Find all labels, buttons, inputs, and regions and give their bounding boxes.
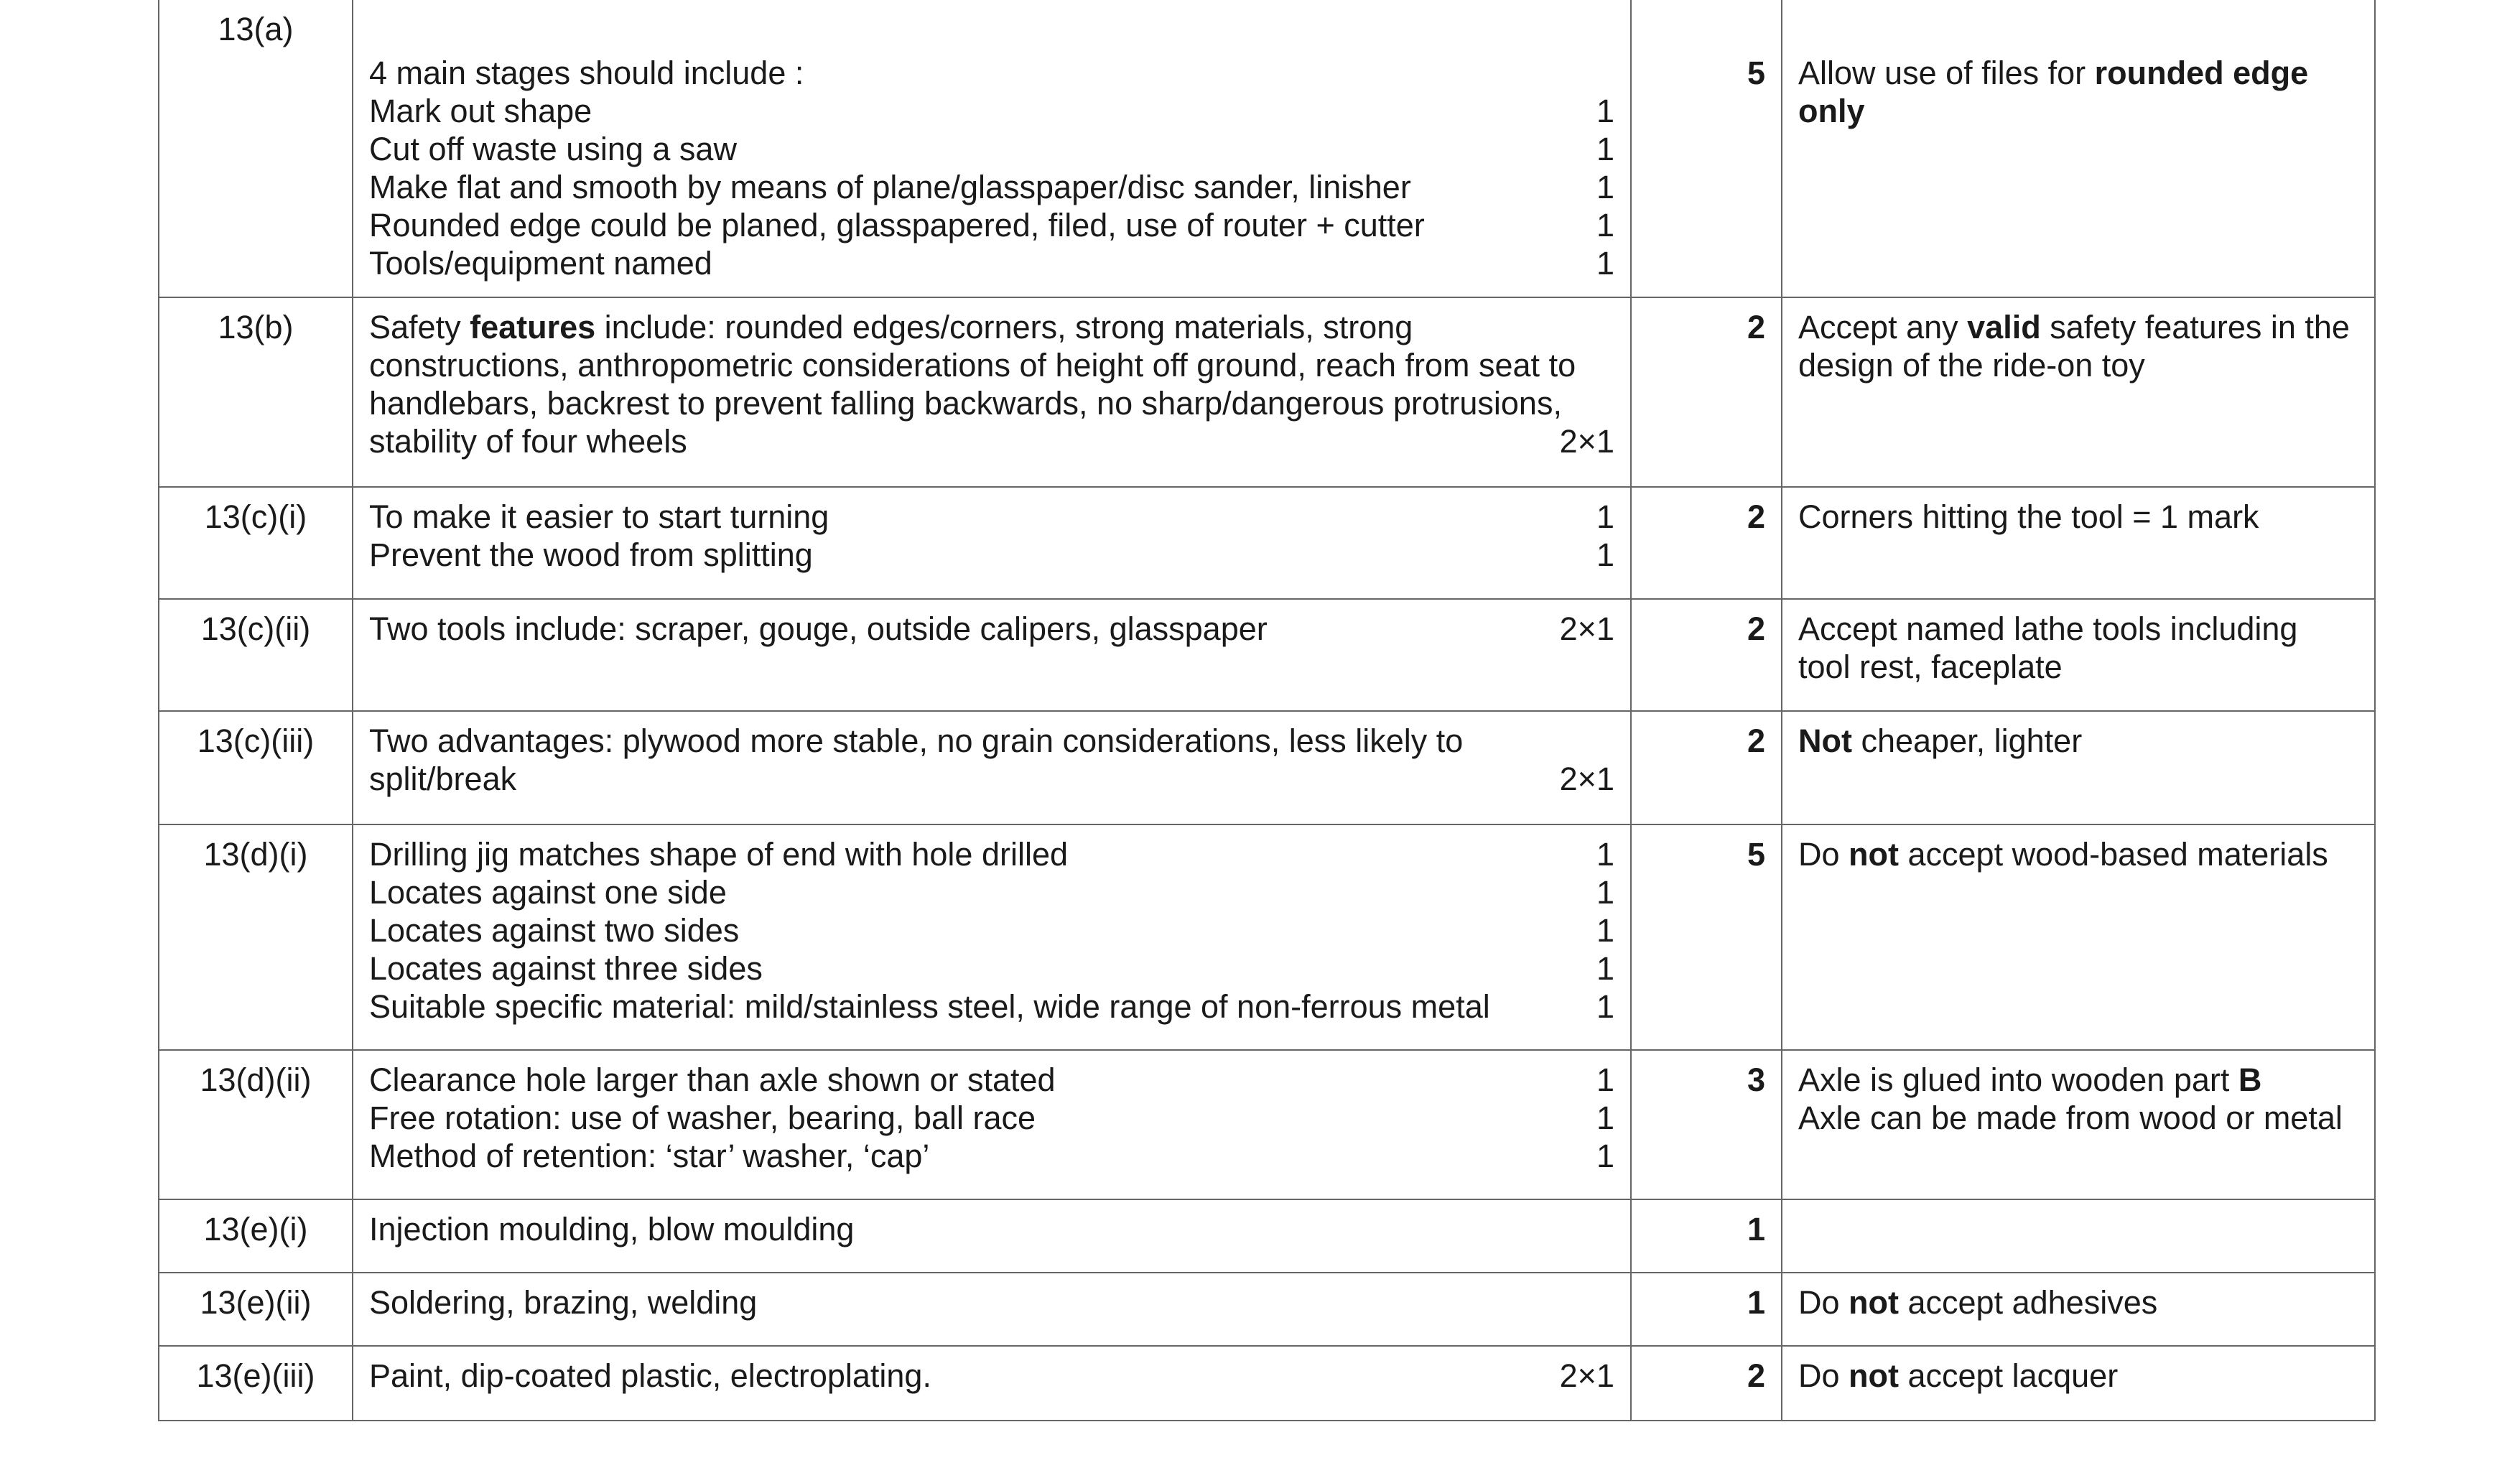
table-row — [159, 599, 2375, 711]
question-number: 13(d)(i) — [159, 824, 353, 1050]
answer-line: Injection moulding, blow moulding — [369, 1211, 855, 1247]
guidance-cell — [1782, 1199, 2375, 1273]
answer-line: Make flat and smooth by means of plane/glasspaper/disc sander, linisher 1 — [369, 169, 1614, 205]
answer-cell — [353, 0, 1631, 297]
answer-cell — [353, 711, 1631, 824]
answer-line: Drilling jig matches shape of end with hole drilled 1 — [369, 836, 1614, 873]
guidance-cell: Not cheaper, lighter — [1782, 711, 2375, 824]
total-marks: 2 — [1631, 487, 1782, 599]
answer-line: split/break 2×1 — [369, 761, 1614, 797]
answer-line: Paint, dip-coated plastic, electroplating. 2×1 — [369, 1357, 1614, 1394]
answer-line: stability of four wheels 2×1 — [369, 423, 1614, 460]
answer-line: Mark out shape 1 — [369, 93, 1614, 129]
question-number: 13(a) — [159, 0, 353, 297]
question-number: 13(c)(iii) — [159, 711, 353, 824]
guidance-cell: Do not accept wood-based materials — [1782, 824, 2375, 1050]
answer-line: Two tools include: scraper, gouge, outside calipers, glasspaper 2×1 — [369, 610, 1614, 647]
answer-cell — [353, 1050, 1631, 1199]
table-row — [159, 1346, 2375, 1421]
answer-cell — [353, 824, 1631, 1050]
answer-line: Locates against one side 1 — [369, 874, 1614, 911]
table-row — [159, 297, 2375, 487]
answer-cell — [353, 1273, 1631, 1346]
answer-cell — [353, 1346, 1631, 1421]
total-marks: 1 — [1631, 1273, 1782, 1346]
answer-line: Rounded edge could be planed, glasspapered, filed, use of router + cutter 1 — [369, 207, 1614, 243]
answer-line: Soldering, brazing, welding — [369, 1284, 758, 1321]
question-number: 13(e)(i) — [159, 1199, 353, 1273]
guidance-cell: Accept named lathe tools including tool rest, faceplate — [1782, 599, 2375, 711]
answer-line: Locates against two sides 1 — [369, 912, 1614, 949]
total-marks: 2 — [1631, 297, 1782, 487]
question-number: 13(c)(ii) — [159, 599, 353, 711]
answer-line: Locates against three sides 1 — [369, 950, 1614, 987]
guidance-cell: Corners hitting the tool = 1 mark — [1782, 487, 2375, 599]
table-row — [159, 711, 2375, 824]
table-row — [159, 824, 2375, 1050]
question-number: 13(e)(ii) — [159, 1273, 353, 1346]
answer-intro: 4 main stages should include : — [369, 55, 804, 91]
question-number: 13(e)(iii) — [159, 1346, 353, 1421]
answer-cell — [353, 297, 1631, 487]
answer-text: Safety features include: rounded edges/corners, strong materials, strong constructions, anthropometric considerations of height off ground, reach from seat to handlebars, backrest to prevent falling backwards, no sharp/dangerous protrusions, — [369, 309, 1576, 422]
guidance-cell: Axle is glued into wooden part B Axle can be made from wood or metal — [1782, 1050, 2375, 1199]
table-row — [159, 1273, 2375, 1346]
question-number: 13(c)(i) — [159, 487, 353, 599]
question-number: 13(d)(ii) — [159, 1050, 353, 1199]
guidance-cell: Do not accept adhesives — [1782, 1273, 2375, 1346]
answer-text: Two advantages: plywood more stable, no grain considerations, less likely to — [369, 722, 1464, 759]
answer-line: Suitable specific material: mild/stainless steel, wide range of non-ferrous metal 1 — [369, 988, 1614, 1025]
guidance-cell: Accept any valid safety features in the design of the ride-on toy — [1782, 297, 2375, 487]
table-row — [159, 0, 2375, 297]
answer-line: To make it easier to start turning 1 — [369, 498, 1614, 535]
total-marks: 5 — [1631, 0, 1782, 297]
answer-line: Prevent the wood from splitting 1 — [369, 536, 1614, 573]
question-number: 13(b) — [159, 297, 353, 487]
answer-line: Method of retention: ‘star’ washer, ‘cap’ 1 — [369, 1138, 1614, 1174]
total-marks: 2 — [1631, 599, 1782, 711]
table-row — [159, 487, 2375, 599]
mark-scheme-table — [158, 0, 2376, 1421]
table-row — [159, 1050, 2375, 1199]
answer-line: Tools/equipment named 1 — [369, 245, 1614, 282]
guidance-cell: Do not accept lacquer — [1782, 1346, 2375, 1421]
answer-line: Free rotation: use of washer, bearing, ball race 1 — [369, 1100, 1614, 1136]
total-marks: 2 — [1631, 1346, 1782, 1421]
answer-cell — [353, 599, 1631, 711]
total-marks: 1 — [1631, 1199, 1782, 1273]
answer-line: Cut off waste using a saw 1 — [369, 131, 1614, 167]
guidance-cell: Allow use of files for rounded edge only — [1782, 0, 2375, 297]
total-marks: 3 — [1631, 1050, 1782, 1199]
total-marks: 5 — [1631, 824, 1782, 1050]
table-row — [159, 1199, 2375, 1273]
answer-cell — [353, 487, 1631, 599]
answer-cell — [353, 1199, 1631, 1273]
answer-line: Clearance hole larger than axle shown or stated 1 — [369, 1061, 1614, 1098]
total-marks: 2 — [1631, 711, 1782, 824]
